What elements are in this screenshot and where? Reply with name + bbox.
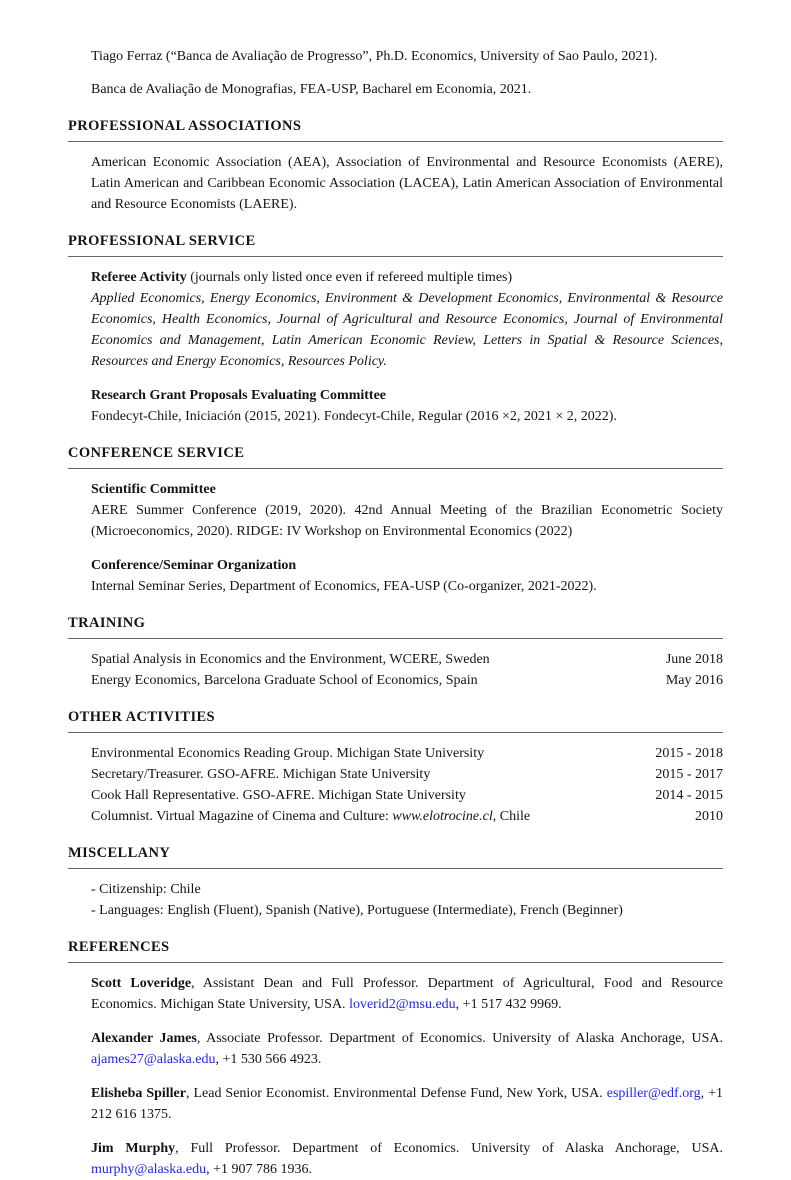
other-activity-date: 2014 - 2015 [655,788,723,803]
other-activity-row [91,785,723,806]
referee-journal-list: Applied Economics, Energy Economics, Environment & Development Economics, Environmental & Resource Economics, Health Economics, Journal of Agricultural and Resource Economics, Journal of Environmental Economics and Management, Latin American Economic Review, Letters in Spatial & Resource Sciences, Resources and Energy Economics, Resources Policy. [91,291,723,369]
other-activity-row [91,743,723,764]
reference-phone: , +1 212 616 1375. [91,1086,723,1122]
other-activity-text: Environmental Economics Reading Group. Michigan State University [91,746,485,761]
reference-name: Alexander James [91,1031,197,1046]
reference-entry [91,1083,723,1125]
section-title-references: REFERENCES [68,937,723,963]
section-title-professional-associations: PROFESSIONAL ASSOCIATIONS [68,116,723,142]
section-title-miscellany: MISCELLANY [68,843,723,869]
grant-committee-block [91,385,723,427]
conference-organization-block [91,555,723,597]
miscellany-languages: - Languages: English (Fluent), Spanish (Native), Portuguese (Intermediate), French (Beginner) [91,903,623,918]
email-link[interactable]: espiller@edf.org [606,1086,701,1101]
other-activity-row [91,764,723,785]
intro-line-monograph-committee: Banca de Avaliação de Monografias, FEA-USP, Bacharel em Economia, 2021. [91,82,532,97]
reference-entry [91,1028,723,1070]
section-title-training: TRAINING [68,613,723,639]
section-miscellany [68,843,723,921]
professional-associations-body: American Economic Association (AEA), Association of Environmental and Resource Economists (AERE), Latin American and Caribbean Economic Association (LACEA), Latin American Association of Environmental and Resource Economists (LAERE). [91,155,723,212]
email-link[interactable]: murphy@alaska.edu [91,1162,207,1177]
other-activity-text: Cook Hall Representative. GSO-AFRE. Michigan State University [91,788,466,803]
reference-name: Elisheba Spiller [91,1086,186,1101]
training-row-text: Energy Economics, Barcelona Graduate School of Economics, Spain [91,673,478,688]
other-activity-text: Columnist. Virtual Magazine of Cinema and Culture: www.elotrocine.cl, Chile [91,809,531,824]
conference-organization-body: Internal Seminar Series, Department of Economics, FEA-USP (Co-organizer, 2021-2022). [91,579,597,594]
other-activity-date: 2010 [695,809,723,824]
reference-details: , Assistant Dean and Full Professor. Department of Agricultural, Food and Resource Economics. Michigan State University, USA. [91,976,723,1012]
section-other-activities [68,707,723,827]
scientific-committee-block [91,479,723,542]
section-references [68,937,723,1180]
reference-name: Scott Loveridge [91,976,192,991]
reference-details: , Lead Senior Economist. Environmental Defense Fund, New York, USA. [186,1086,607,1101]
reference-details: , Full Professor. Department of Economics. University of Alaska Anchorage, USA. [175,1141,723,1156]
training-row-date: June 2018 [665,652,723,667]
training-row-date: May 2016 [665,673,723,688]
training-row [91,670,723,691]
scientific-committee-body: AERE Summer Conference (2019, 2020). 42nd Annual Meeting of the Brazilian Econometric Society (Microeconomics, 2020). RIDGE: IV Workshop on Environmental Economics (2022) [91,503,723,539]
referee-activity-block [91,267,723,372]
reference-details: , Associate Professor. Department of Economics. University of Alaska Anchorage, USA. [196,1031,723,1046]
website-italic-text: www.elotrocine.cl [392,809,493,824]
grant-committee-heading: Research Grant Proposals Evaluating Committee [91,388,387,403]
reference-phone: , +1 530 566 4923. [215,1052,322,1067]
section-title-professional-service: PROFESSIONAL SERVICE [68,231,723,257]
section-professional-service [68,231,723,427]
other-activity-date: 2015 - 2017 [655,767,723,782]
conference-organization-heading: Conference/Seminar Organization [91,558,297,573]
scientific-committee-heading: Scientific Committee [91,482,216,497]
miscellany-citizenship: - Citizenship: Chile [91,882,201,897]
section-training [68,613,723,691]
referee-activity-note: (journals only listed once even if refereed multiple times) [186,270,513,285]
grant-committee-body: Fondecyt-Chile, Iniciación (2015, 2021). Fondecyt-Chile, Regular (2016 ×2, 2021 × 2, 2022). [91,409,617,424]
email-link[interactable]: ajames27@alaska.edu [91,1052,216,1067]
section-title-conference-service: CONFERENCE SERVICE [68,443,723,469]
referee-activity-heading: Referee Activity [91,270,187,285]
section-title-other-activities: OTHER ACTIVITIES [68,707,723,733]
other-activity-date: 2015 - 2018 [655,746,723,761]
reference-phone: , +1 517 432 9969. [455,997,562,1012]
reference-name: Jim Murphy [91,1141,176,1156]
reference-entry [91,973,723,1015]
section-professional-associations [68,116,723,215]
other-activity-text: Secretary/Treasurer. GSO-AFRE. Michigan State University [91,767,431,782]
training-row-text: Spatial Analysis in Economics and the Environment, WCERE, Sweden [91,652,490,667]
intro-line-thesis-committee: Tiago Ferraz (“Banca de Avaliação de Progresso”, Ph.D. Economics, University of Sao Paulo, 2021). [91,49,658,64]
email-link[interactable]: loverid2@msu.edu [349,997,456,1012]
section-conference-service [68,443,723,597]
reference-entry [91,1138,723,1180]
reference-phone: , +1 907 786 1936. [206,1162,313,1177]
training-row [91,649,723,670]
other-activity-row [91,806,723,827]
